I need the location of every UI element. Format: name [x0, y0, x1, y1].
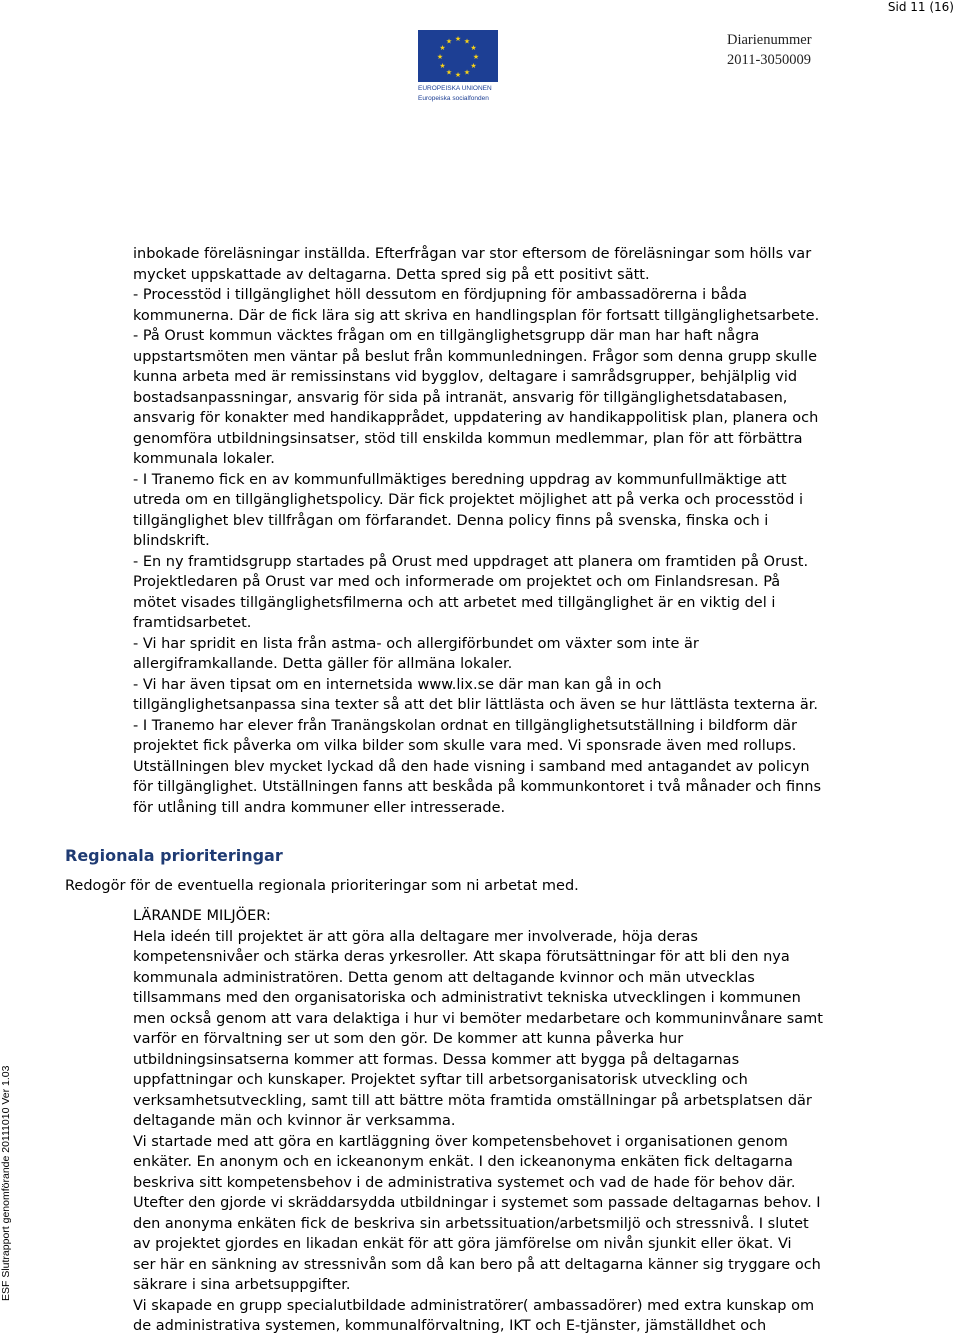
text-line: utbildningsinsatserna kommer att formas. Dessa kommer att bygga på deltagarnas [133, 1051, 740, 1068]
text-line: för utlåning till andra kommuner eller intresserade. [133, 799, 506, 816]
page-number: Sid 11 (16) [887, 0, 954, 14]
svg-text:★: ★ [463, 37, 471, 46]
text-line: Vi startade med att göra en kartläggning över kompetensbehovet i organisationen genom [133, 1133, 788, 1150]
text-line: men också genom att vara delaktiga i hur vi bemöter medarbetare och kommuninvånare samt [133, 1010, 823, 1027]
text-line: kompetensnivåer och stärka deras yrkesroller. Att skapa förutsättningar för att bli den nya [133, 949, 790, 965]
text-line: bostadsanpassningar, ansvarig för sida på intranät, ansvarig för tillgänglighetsdatabasen, [133, 389, 788, 406]
text-line: - På Orust kommun väcktes frågan om en tillgänglighetsgrupp där man har haft några [133, 328, 760, 344]
logo-line-1: EUROPEISKA UNIONEN [418, 85, 492, 92]
text-line: varför en förvaltning ser ut som den gör. De kommer att kunna påverka hur [133, 1031, 684, 1047]
text-line: - Processtöd i tillgänglighet höll dessutom en fördjupning för ambassadörerna i båda [133, 287, 747, 303]
text-line: tillsammans med den organisatoriska och administrativt tekniska utvecklingen i kommunen [133, 990, 801, 1006]
text-line: ansvarig för konakter med handikapprådet, uppdatering av handikappolitisk plan, planera och [133, 410, 819, 426]
body-text-top [133, 244, 953, 818]
text-line: kommunala lokaler. [133, 451, 275, 467]
text-line: beskriva sitt kompetensbehov i de administrativa systemet och vad de hade för behov där. [133, 1174, 796, 1191]
svg-text:★: ★ [454, 71, 462, 79]
svg-text:★: ★ [470, 44, 477, 52]
text-line: kommunala administratören. Detta genom att deltagande kvinnor och män utvecklas [133, 969, 755, 986]
text-line: verksamhetsutveckling, samt till att bättre möta framtida omställningar på arbetsplatsen där [133, 1092, 812, 1109]
text-line: mycket uppskattade av deltagarna. Detta spred sig på ett positivt sätt. [133, 266, 650, 283]
text-line: - En ny framtidsgrupp startades på Orust med uppdraget att planera om framtiden på Orust. [133, 553, 809, 570]
svg-text:★: ★ [463, 68, 471, 77]
text-line: - Vi har även tipsat om en internetsida www.lix.se där man kan gå in och [133, 676, 662, 693]
text-line: uppfattningar och kunskaper. Projektet syftar till arbetsorganisatorisk utveckling och [133, 1072, 748, 1088]
text-line: de administrativa systemen, kommunalförvaltning, IKT och E-tjänster, jämställdhet och [133, 1318, 767, 1334]
text-line: Vi skapade en grupp specialutbildade administratörer( ambassadörer) med extra kunskap om [133, 1297, 815, 1314]
svg-text:★: ★ [470, 62, 477, 70]
text-line: LÄRANDE MILJÖER: [133, 908, 271, 924]
logo-line-2: Europeiska socialfonden [418, 95, 489, 102]
text-line: Projektledaren på Orust var med och informerade om projektet och om Finlandsresan. På [133, 574, 781, 590]
section-heading: Regionala prioriteringar [65, 846, 283, 865]
text-line: deltagande män och kvinnor är verksamma. [133, 1113, 456, 1129]
text-line: av projektet gjordes en likadan enkät för att göra jämförelse om nivån sjunkit eller ökat. Vi [133, 1236, 792, 1252]
text-line: utreda om en tillgänglighetspolicy. Där fick projektet möjlighet att på verka och processtöd i [133, 492, 803, 508]
text-line: kunna arbeta med är remissinstans vid bygglov, deltagare i samrådsgrupper, behjälplig vid [133, 369, 798, 385]
text-line: projektet fick påverka om vilka bilder som skulle vara med. Vi sponsrade även med rollups. [133, 738, 797, 754]
side-label: ESF Slutrapport genomförande 20111010 Ver 1.03 [0, 1065, 12, 1301]
svg-text:★: ★ [445, 37, 453, 46]
text-line: - Vi har spridit en lista från astma- och allergiförbundet om växter som inte är [133, 635, 699, 652]
eu-logo [418, 30, 498, 102]
svg-text:★: ★ [454, 35, 462, 43]
text-line: Utställningen blev mycket lyckad då den hade visning i samband med antagandet av policyn [133, 758, 810, 775]
svg-text:★: ★ [436, 53, 444, 61]
text-line: uppstartsmöten men väntar på beslut från kommunledningen. Frågor som denna grupp skulle [133, 348, 818, 365]
text-line: - I Tranemo fick en av kommunfullmäktiges beredning uppdrag av kommunfullmäktige att [133, 471, 787, 488]
diarie-label: Diarienummer [727, 32, 812, 48]
text-line: genomföra utbildningsinsatser, stöd till enskilda kommun medlemmar, plan för att förbättra [133, 430, 803, 447]
svg-text:★: ★ [439, 44, 446, 52]
text-line: enkäter. En anonym och en ickeanonym enkät. I den ickeanonyma enkäten fick deltagarna [133, 1154, 793, 1170]
svg-text:★: ★ [472, 53, 480, 61]
text-line: mötet visades tillgänglighetsfilmerna och att arbetet med tillgänglighet är en viktig del i [133, 594, 776, 611]
text-line: inbokade föreläsningar inställda. Efterfrågan var stor eftersom de föreläsningar som hölls var [133, 246, 812, 262]
text-line: säkrare i sina arbetsuppgifter. [133, 1277, 351, 1293]
section-question: Redogör för de eventuella regionala prioriteringar som ni arbetat med. [65, 878, 579, 894]
text-line: - I Tranemo har elever från Tranängskolan ordnat en tillgänglighetsutställning i bildform där [133, 717, 798, 734]
text-line: allergiframkallande. Detta gäller för allmäna lokaler. [133, 656, 513, 672]
text-line: tillgänglighet blev tillfrågan om förfarandet. Denna policy finns på svenska, finska och i [133, 512, 769, 529]
eu-flag-icon [418, 30, 498, 82]
body-text-bottom [133, 906, 953, 1337]
text-line: kommunerna. Där de fick lära sig att skriva en handlingsplan för fortsatt tillgänglighetsarbete. [133, 307, 820, 324]
text-line: framtidsarbetet. [133, 615, 252, 631]
text-line: för tillgänglighet. Utställningen fanns att beskåda på kommunkontoret i två månader och finns [133, 779, 822, 795]
text-line: Hela ideén till projektet är att göra alla deltagare mer involverade, höja deras [133, 928, 698, 945]
svg-text:★: ★ [445, 68, 453, 77]
svg-text:★: ★ [439, 62, 446, 70]
diarie-block [727, 30, 812, 70]
text-line: Utefter den gjorde vi skräddarsydda utbildningar i systemet som passade deltagarnas behov. I [133, 1195, 821, 1211]
text-line: ser här en sänkning av stressnivån som då kan bero på att deltagarna känner sig tryggare och [133, 1256, 821, 1273]
text-line: blindskrift. [133, 533, 210, 549]
diarie-number: 2011-3050009 [727, 52, 812, 68]
text-line: tillgänglighetsanpassa sina texter så att det blir lättlästa och även se hur lättlästa texterna är. [133, 697, 818, 713]
text-line: den anonyma enkäten fick de beskriva sin arbetssituation/arbetsmiljö och stressnivå. I slutet [133, 1215, 809, 1232]
